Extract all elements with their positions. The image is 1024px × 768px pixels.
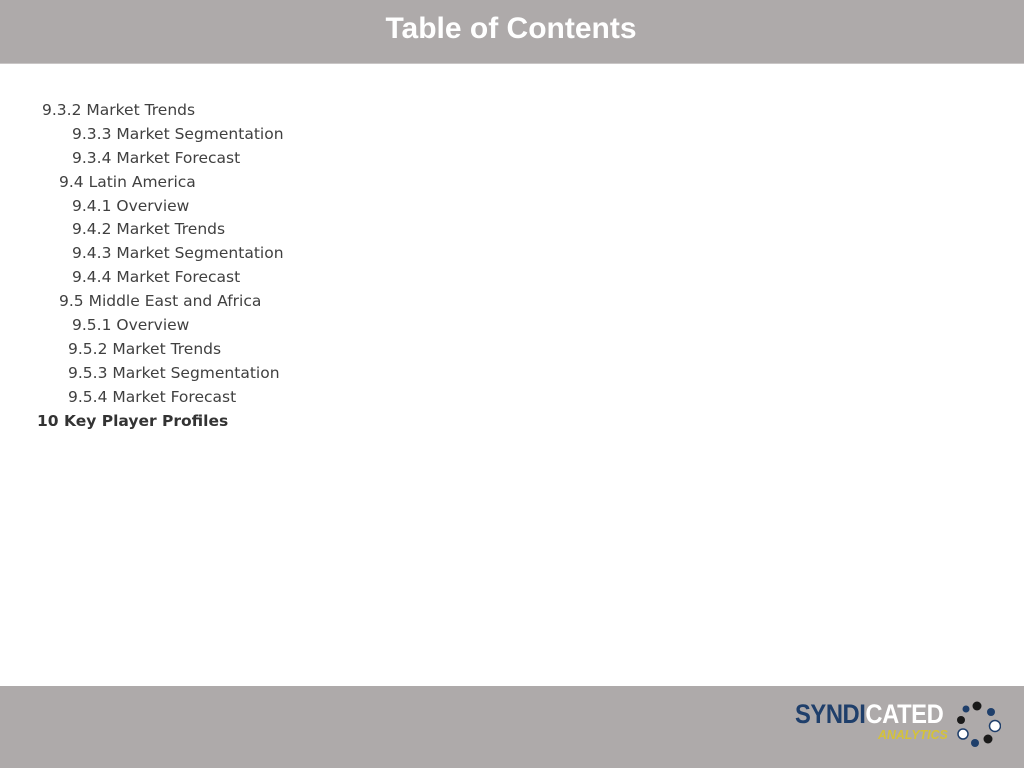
logo-wordmark: [795, 698, 943, 730]
toc-item[interactable]: 9.5.1 Overview: [72, 316, 190, 334]
toc-item[interactable]: 10 Key Player Profiles: [37, 412, 229, 430]
toc-item[interactable]: 9.3.2 Market Trends: [42, 101, 196, 119]
toc-item[interactable]: 9.5 Middle East and Africa: [59, 292, 262, 310]
toc-item[interactable]: 9.3.3 Market Segmentation: [72, 125, 284, 143]
toc-item[interactable]: 9.5.2 Market Trends: [68, 340, 222, 358]
toc-item[interactable]: 9.4.1 Overview: [72, 197, 190, 215]
logo-primary-text: SYNDI: [795, 699, 866, 729]
footer-bar: [0, 686, 1024, 768]
connected-circles-icon: [955, 700, 1001, 748]
toc-item[interactable]: 9.4.3 Market Segmentation: [72, 244, 284, 262]
logo-secondary-text: ANALYTICS: [878, 727, 948, 742]
toc-item[interactable]: 9.5.4 Market Forecast: [68, 388, 237, 406]
logo-accent-text: CATED: [865, 699, 944, 729]
toc-item[interactable]: 9.5.3 Market Segmentation: [68, 364, 280, 382]
toc-item[interactable]: 9.4 Latin America: [59, 173, 196, 191]
table-of-contents: [0, 0, 700, 440]
page-title: Table of Contents: [385, 12, 637, 45]
toc-item[interactable]: 9.3.4 Market Forecast: [72, 149, 241, 167]
syndicated-analytics-logo: [795, 696, 1005, 760]
toc-item[interactable]: 9.4.2 Market Trends: [72, 220, 226, 238]
toc-item[interactable]: 9.4.4 Market Forecast: [72, 268, 241, 286]
